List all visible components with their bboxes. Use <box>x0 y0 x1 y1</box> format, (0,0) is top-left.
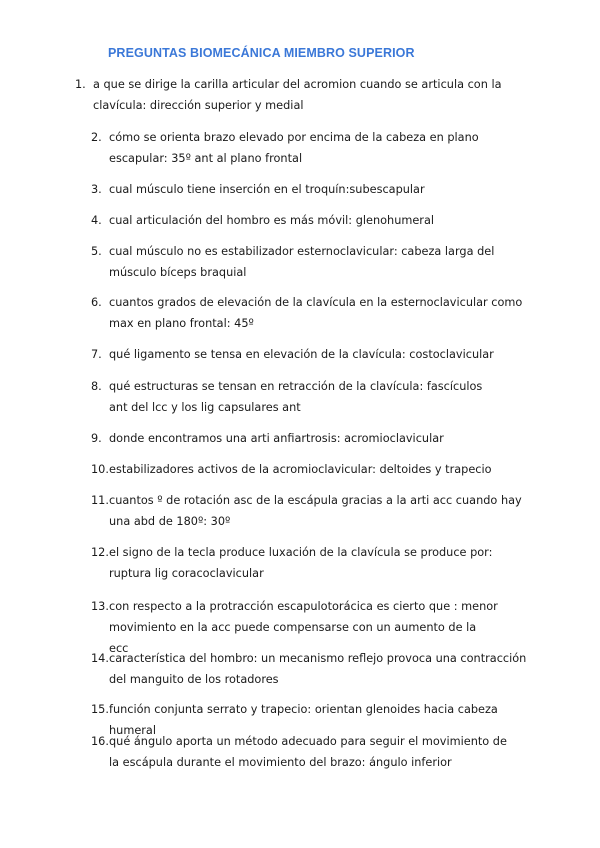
question-text: cómo se orienta brazo elevado por encima de la cabeza en plano escapular: 35º ant al plano frontal <box>109 131 479 165</box>
question-item-11 <box>91 490 527 532</box>
question-text: cuantos º de rotación asc de la escápula gracias a la arti acc cuando hay una abd de 180º: 30º <box>109 494 522 528</box>
question-text: qué estructuras se tensan en retracción de la clavícula: fascículos ant del lcc y los lig capsulares ant <box>109 380 483 414</box>
question-text: con respecto a la protracción escapulotorácica es cierto que : menor movimiento en la acc puede compensarse con un aumento de la ecc <box>109 600 498 655</box>
question-text: donde encontramos una arti anfiartrosis: acromioclavicular <box>109 432 444 445</box>
question-text: el signo de la tecla produce luxación de la clavícula se produce por: ruptura lig coracoclavicular <box>109 546 493 580</box>
question-number: 14. <box>91 652 109 665</box>
question-item-6 <box>91 292 524 334</box>
question-number: 10. <box>91 463 109 476</box>
question-item-4 <box>91 210 519 231</box>
page-title: PREGUNTAS BIOMECÁNICA MIEMBRO SUPERIOR <box>108 46 415 60</box>
question-number: 9. <box>91 432 102 445</box>
question-item-10 <box>91 459 519 480</box>
question-number: 8. <box>91 380 102 393</box>
question-text: estabilizadores activos de la acromioclavicular: deltoides y trapecio <box>109 463 492 476</box>
question-text: cual articulación del hombro es más móvil: glenohumeral <box>109 214 435 227</box>
question-number: 3. <box>91 183 102 196</box>
question-text: a que se dirige la carilla articular del acromion cuando se articula con la clavícula: dirección superior y medial <box>93 78 502 112</box>
question-text: cual músculo no es estabilizador esternoclavicular: cabeza larga del músculo bíceps braquial <box>109 245 495 279</box>
question-text: qué ligamento se tensa en elevación de la clavícula: costoclavicular <box>109 348 494 361</box>
question-number: 13. <box>91 600 109 613</box>
question-item-5 <box>91 241 519 283</box>
question-item-3 <box>91 179 519 200</box>
question-number: 16. <box>91 735 109 748</box>
question-item-7 <box>91 344 519 365</box>
question-item-9 <box>91 428 519 449</box>
question-text: función conjunta serrato y trapecio: orientan glenoides hacia cabeza humeral <box>109 703 498 737</box>
question-item-1 <box>75 74 518 116</box>
question-text: cuantos grados de elevación de la clavícula en la esternoclavicular como max en plano frontal: 45º <box>109 296 523 330</box>
question-number: 11. <box>91 494 109 507</box>
question-item-14 <box>91 648 529 690</box>
question-number: 4. <box>91 214 102 227</box>
question-number: 12. <box>91 546 109 559</box>
question-number: 2. <box>91 131 102 144</box>
question-number: 15. <box>91 703 109 716</box>
question-text: cual músculo tiene inserción en el troquín:subescapular <box>109 183 425 196</box>
question-number: 7. <box>91 348 102 361</box>
question-number: 5. <box>91 245 102 258</box>
question-text: característica del hombro: un mecanismo reflejo provoca una contracción del manguito de los rotadores <box>109 652 527 686</box>
question-item-2 <box>91 127 519 169</box>
question-item-16 <box>91 731 519 773</box>
question-item-12 <box>91 542 527 584</box>
question-text: qué ángulo aporta un método adecuado para seguir el movimiento de la escápula durante el movimiento del brazo: ángulo inferior <box>109 735 507 769</box>
question-number: 1. <box>75 78 86 91</box>
question-number: 6. <box>91 296 102 309</box>
question-item-8 <box>91 376 501 418</box>
